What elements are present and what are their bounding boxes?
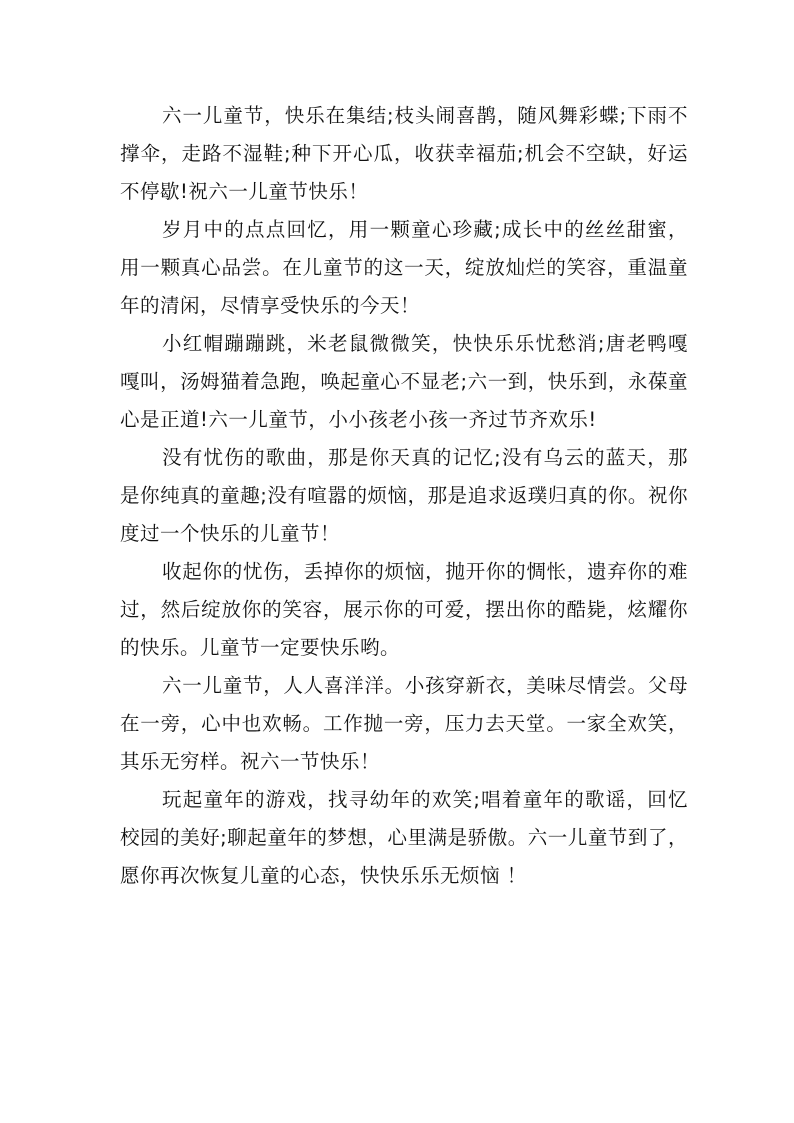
paragraph-1: 六一儿童节，快乐在集结;枝头闹喜鹊，随风舞彩蝶;下雨不撑伞，走路不湿鞋;种下开心瓜，收获幸福茄;机会不空缺，好运不停歇!祝六一儿童节快乐！ [120,104,688,203]
paragraph-7: 玩起童年的游戏，找寻幼年的欢笑;唱着童年的歌谣，回忆校园的美好;聊起童年的梦想，心里满是骄傲。六一儿童节到了，愿你再次恢复儿童的心态，快快乐乐无烦恼 ！ [120,788,688,887]
paragraph-2: 岁月中的点点回忆，用一颗童心珍藏;成长中的丝丝甜蜜，用一颗真心品尝。在儿童节的这一天，绽放灿烂的笑容，重温童年的清闲，尽情享受快乐的今天！ [120,218,688,317]
paragraph-3: 小红帽蹦蹦跳，米老鼠微微笑，快快乐乐忧愁消;唐老鸭嘎嘎叫，汤姆猫着急跑，唤起童心不显老;六一到，快乐到，永葆童心是正道!六一儿童节，小小孩老小孩一齐过节齐欢乐! [120,332,688,431]
paragraph-5: 收起你的忧伤，丢掉你的烦恼，抛开你的惆怅，遗弃你的难过，然后绽放你的笑容，展示你的可爱，摆出你的酷毙，炫耀你的快乐。儿童节一定要快乐哟。 [120,560,688,659]
paragraph-6: 六一儿童节，人人喜洋洋。小孩穿新衣，美味尽情尝。父母在一旁，心中也欢畅。工作抛一旁，压力去天堂。一家全欢笑，其乐无穷样。祝六一节快乐！ [120,674,688,773]
document-body [120,97,688,895]
paragraph-4: 没有忧伤的歌曲，那是你天真的记忆;没有乌云的蓝天，那是你纯真的童趣;没有喧嚣的烦恼，那是追求返璞归真的你。祝你度过一个快乐的儿童节！ [120,446,688,545]
